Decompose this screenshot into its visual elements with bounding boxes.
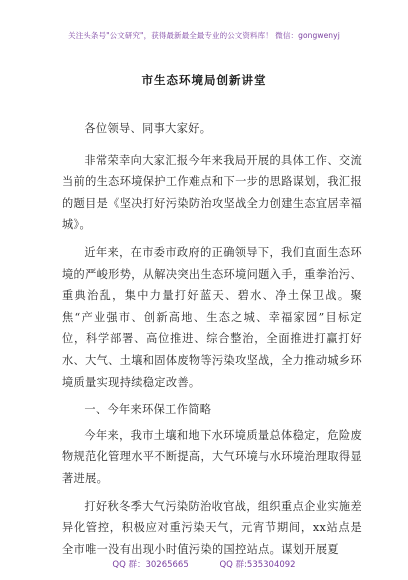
section-heading: 一、今年来环保工作简略 [84, 403, 212, 417]
greeting-paragraph: 各位领导、同事大家好。 [84, 122, 212, 135]
soil-water-paragraph: 今年来，我市土壤和地下水环境质量总体稳定，危险废物规范化管理水平不断提高，大气环境与水环境治理取得显著进展。 [62, 428, 362, 485]
document-body [62, 118, 362, 560]
intro-paragraph: 非常荣幸向大家汇报今年来我局开展的具体工作、交流当前的生态环境保护工作难点和下一步的思路谋划，我汇报的题目是《坚决打好污染防治攻坚战全力创建生态宜居幸福城》。 [62, 153, 362, 232]
air-pollution-paragraph: 打好秋冬季大气污染防治收官战，组织重点企业实施差异化管控，积极应对重污染天气，元宵节期间，xx站点是全市唯一没有出现小时值污染的国控站点。谋划开展夏 [62, 499, 362, 556]
header-note: 关注头条号"公文研究"，获得最新最全最专业的公文资料库！ 微信：gongwenyj [68, 31, 340, 40]
overview-paragraph: 近年来，在市委市政府的正确领导下，我们直面生态环境的严峻形势，从解决突出生态环境问题入手，重拳治污、重典治乱，集中力量打好蓝天、碧水、净土保卫战。聚焦“产业强市、创新高地、生态之城、幸福家园”目标定位，科学部署、高位推进、综合整治，全面推进打赢打好水、大气、土壤和固体废物等污染攻坚战，全力推动城乡环境质量实现持续稳定改善。 [62, 245, 362, 389]
footer [0, 558, 408, 570]
page-title: 市生态环境局创新讲堂 [141, 73, 267, 87]
footer-qq-group-1: QQ 群：30265665 [112, 560, 189, 570]
footer-qq-group-2: QQ 群:535304092 [219, 560, 296, 570]
